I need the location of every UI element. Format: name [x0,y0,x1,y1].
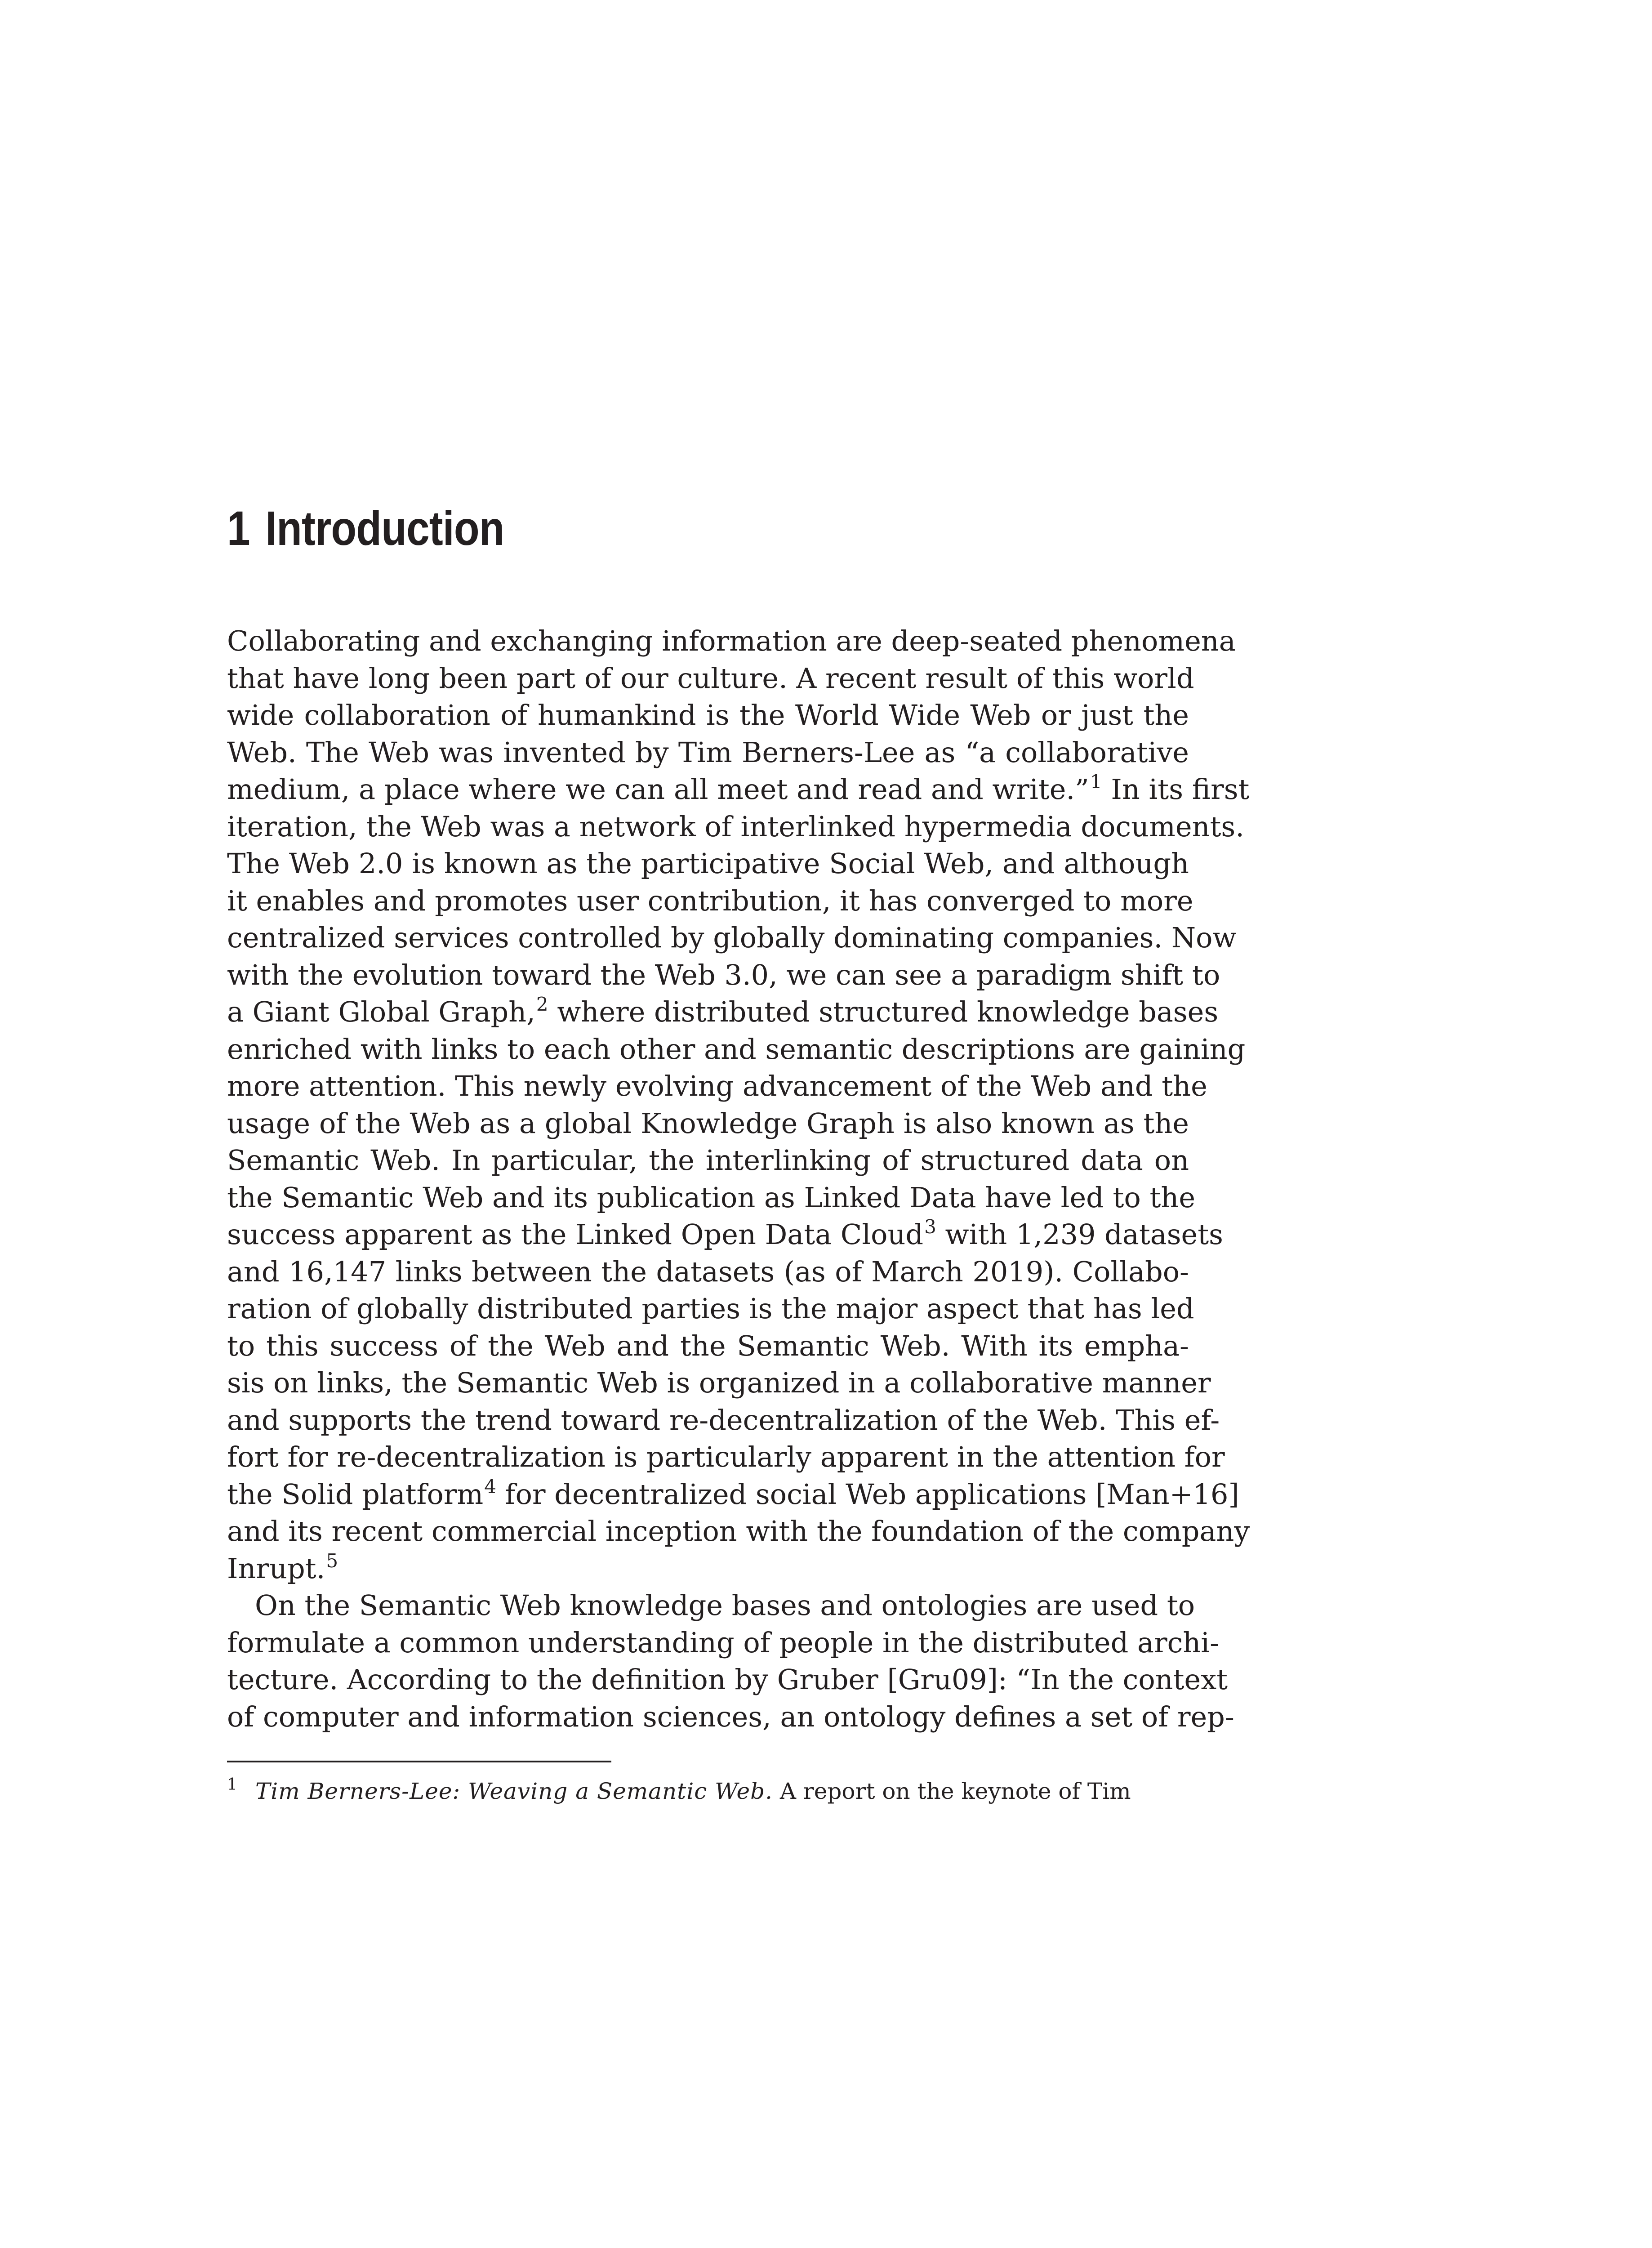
text-line: formulate a common understanding of people in the distributed archi- [227,1626,1220,1659]
footnote-ref[interactable]: 3 [924,1216,936,1238]
text-line: and 16,147 links between the datasets (as of March 2019). Collabo- [227,1255,1189,1288]
text-line: more attention. This newly evolving advancement of the Web and the [227,1070,1207,1102]
paragraph-2 [227,1587,1234,1735]
text-line [227,1550,1189,1588]
chapter-title: Introduction [265,501,504,555]
text-line: it enables and promotes user contribution, it has converged to more [227,884,1193,917]
text-line [227,1216,1223,1253]
text-line: Semantic Web. In particular, the interlinking of structured data on [227,1144,1189,1177]
text-line: sis on links, the Semantic Web is organized in a collaborative manner [227,1366,1211,1399]
text-line [227,993,1219,1031]
text-segment: medium, a place where we can all meet and read and write.” [227,773,1089,806]
text-segment: for decentralized social Web applications [Man+16] [505,1477,1239,1511]
text-line: fort for re-decentralization is particularly apparent in the attention for [227,1441,1225,1473]
footnote [227,1769,1189,1807]
footnote-ref[interactable]: 4 [484,1475,496,1498]
text-line: to this success of the Web and the Semantic Web. With its empha- [227,1329,1189,1362]
footnote-text: A report on the keynote of Tim [772,1778,1131,1804]
text-segment: the Solid platform [227,1477,484,1511]
text-line: On the Semantic Web knowledge bases and ontologies are used to [255,1589,1195,1622]
text-segment: where distributed structured knowledge bases [557,995,1219,1028]
chapter-number: 1 [227,501,250,555]
footnote-title: Tim Berners-Lee: Weaving a Semantic Web. [255,1778,773,1804]
text-line [227,771,1250,808]
text-line: and its recent commercial inception with the foundation of the company [227,1515,1250,1548]
text-line: usage of the Web as a global Knowledge Graph is also known as the [227,1106,1189,1140]
text-line: centralized services controlled by globally dominating companies. Now [227,921,1237,954]
text-line: iteration, the Web was a network of interlinked hypermedia documents. [227,810,1244,843]
text-line: Web. The Web was invented by Tim Berners-Lee as “a collaborative [227,736,1189,769]
text-line: the Semantic Web and its publication as Linked Data have led to the [227,1181,1196,1214]
text-line [227,1475,1239,1513]
text-line: that have long been part of our culture. A recent result of this world [227,661,1194,695]
paragraph-1 [227,623,1250,1587]
text-segment: In its first [1111,773,1250,806]
body-text [227,623,1250,1735]
text-line: Collaborating and exchanging information are deep-seated phenomena [227,624,1236,657]
text-line: The Web 2.0 is known as the participative Social Web, and although [227,847,1189,880]
chapter-heading [227,497,504,560]
text-line: wide collaboration of humankind is the World Wide Web or just the [227,699,1189,731]
footnote-divider [227,1761,611,1762]
footnote-ref[interactable]: 5 [326,1549,338,1572]
text-line: of computer and information sciences, an ontology defines a set of rep- [227,1700,1234,1733]
footnote-ref[interactable]: 2 [536,993,548,1015]
text-line: enriched with links to each other and semantic descriptions are gaining [227,1032,1246,1066]
footnote-ref[interactable]: 1 [1090,771,1102,793]
text-line: and supports the trend toward re-decentralization of the Web. This ef- [227,1403,1220,1436]
text-line: ration of globally distributed parties is the major aspect that has led [227,1292,1194,1325]
text-segment: a Giant Global Graph, [227,995,535,1028]
text-segment: with 1,239 datasets [945,1218,1223,1251]
footnote-mark: 1 [227,1775,237,1794]
text-line: with the evolution toward the Web 3.0, we can see a paradigm shift to [227,958,1220,991]
text-segment: success apparent as the Linked Open Data Cloud [227,1218,924,1251]
text-line: tecture. According to the definition by Gruber [Gru09]: “In the context [227,1663,1228,1696]
text-segment: Inrupt. [227,1552,325,1585]
